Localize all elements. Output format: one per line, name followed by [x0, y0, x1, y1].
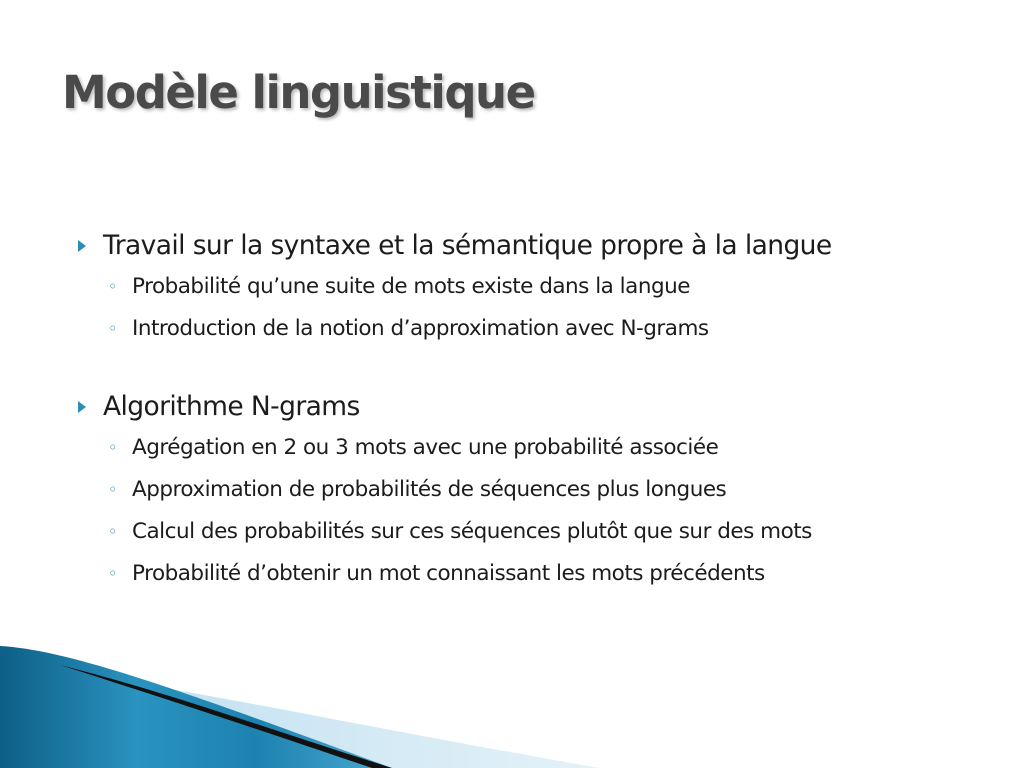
bullet-level2-text: Probabilité d’obtenir un mot connaissant les mots précédents — [132, 561, 765, 586]
ring-bullet-icon: ◦ — [108, 438, 117, 457]
ring-bullet-icon: ◦ — [108, 522, 117, 541]
bullet-level1 — [70, 226, 1000, 266]
sub-bullet-list — [70, 427, 1000, 595]
bullet-level2-text: Probabilité qu’une suite de mots existe dans la langue — [132, 274, 690, 299]
bullet-level2 — [70, 427, 1000, 469]
bullet-level2 — [70, 308, 1000, 350]
bullet-section-2 — [70, 387, 1000, 595]
ring-bullet-icon: ◦ — [108, 564, 117, 583]
ring-bullet-icon: ◦ — [108, 277, 117, 296]
bullet-level2-text: Calcul des probabilités sur ces séquences plutôt que sur des mots — [132, 519, 812, 544]
bullet-level2-text: Introduction de la notion d’approximation avec N-grams — [132, 316, 709, 341]
wave-light-band — [0, 668, 600, 768]
bullet-section-1 — [70, 226, 1000, 350]
bullet-level2 — [70, 266, 1000, 308]
ring-bullet-icon: ◦ — [108, 319, 117, 338]
sub-bullet-container — [70, 266, 1000, 350]
wave-dark-band — [0, 646, 392, 768]
bullet-level2 — [70, 511, 1000, 553]
ring-bullet-icon: ◦ — [108, 480, 117, 499]
bullet-level2 — [70, 553, 1000, 595]
triangle-bullet-icon — [78, 240, 86, 252]
bullet-level2 — [70, 469, 1000, 511]
bullet-level2-text: Agrégation en 2 ou 3 mots avec une probabilité associée — [132, 435, 719, 460]
triangle-bullet-icon — [78, 401, 86, 413]
bullet-level1-text: Algorithme N-grams — [103, 391, 360, 422]
wave-black-stripe — [60, 665, 392, 768]
slide-body — [70, 226, 1000, 595]
sub-bullet-list — [70, 266, 1000, 350]
bullet-level2-text: Approximation de probabilités de séquences plus longues — [132, 477, 727, 502]
slide-title: Modèle linguistique — [62, 66, 535, 119]
bullet-level1 — [70, 387, 1000, 427]
bullet-level1-text: Travail sur la syntaxe et la sémantique propre à la langue — [103, 230, 832, 261]
sub-bullet-container — [70, 427, 1000, 595]
